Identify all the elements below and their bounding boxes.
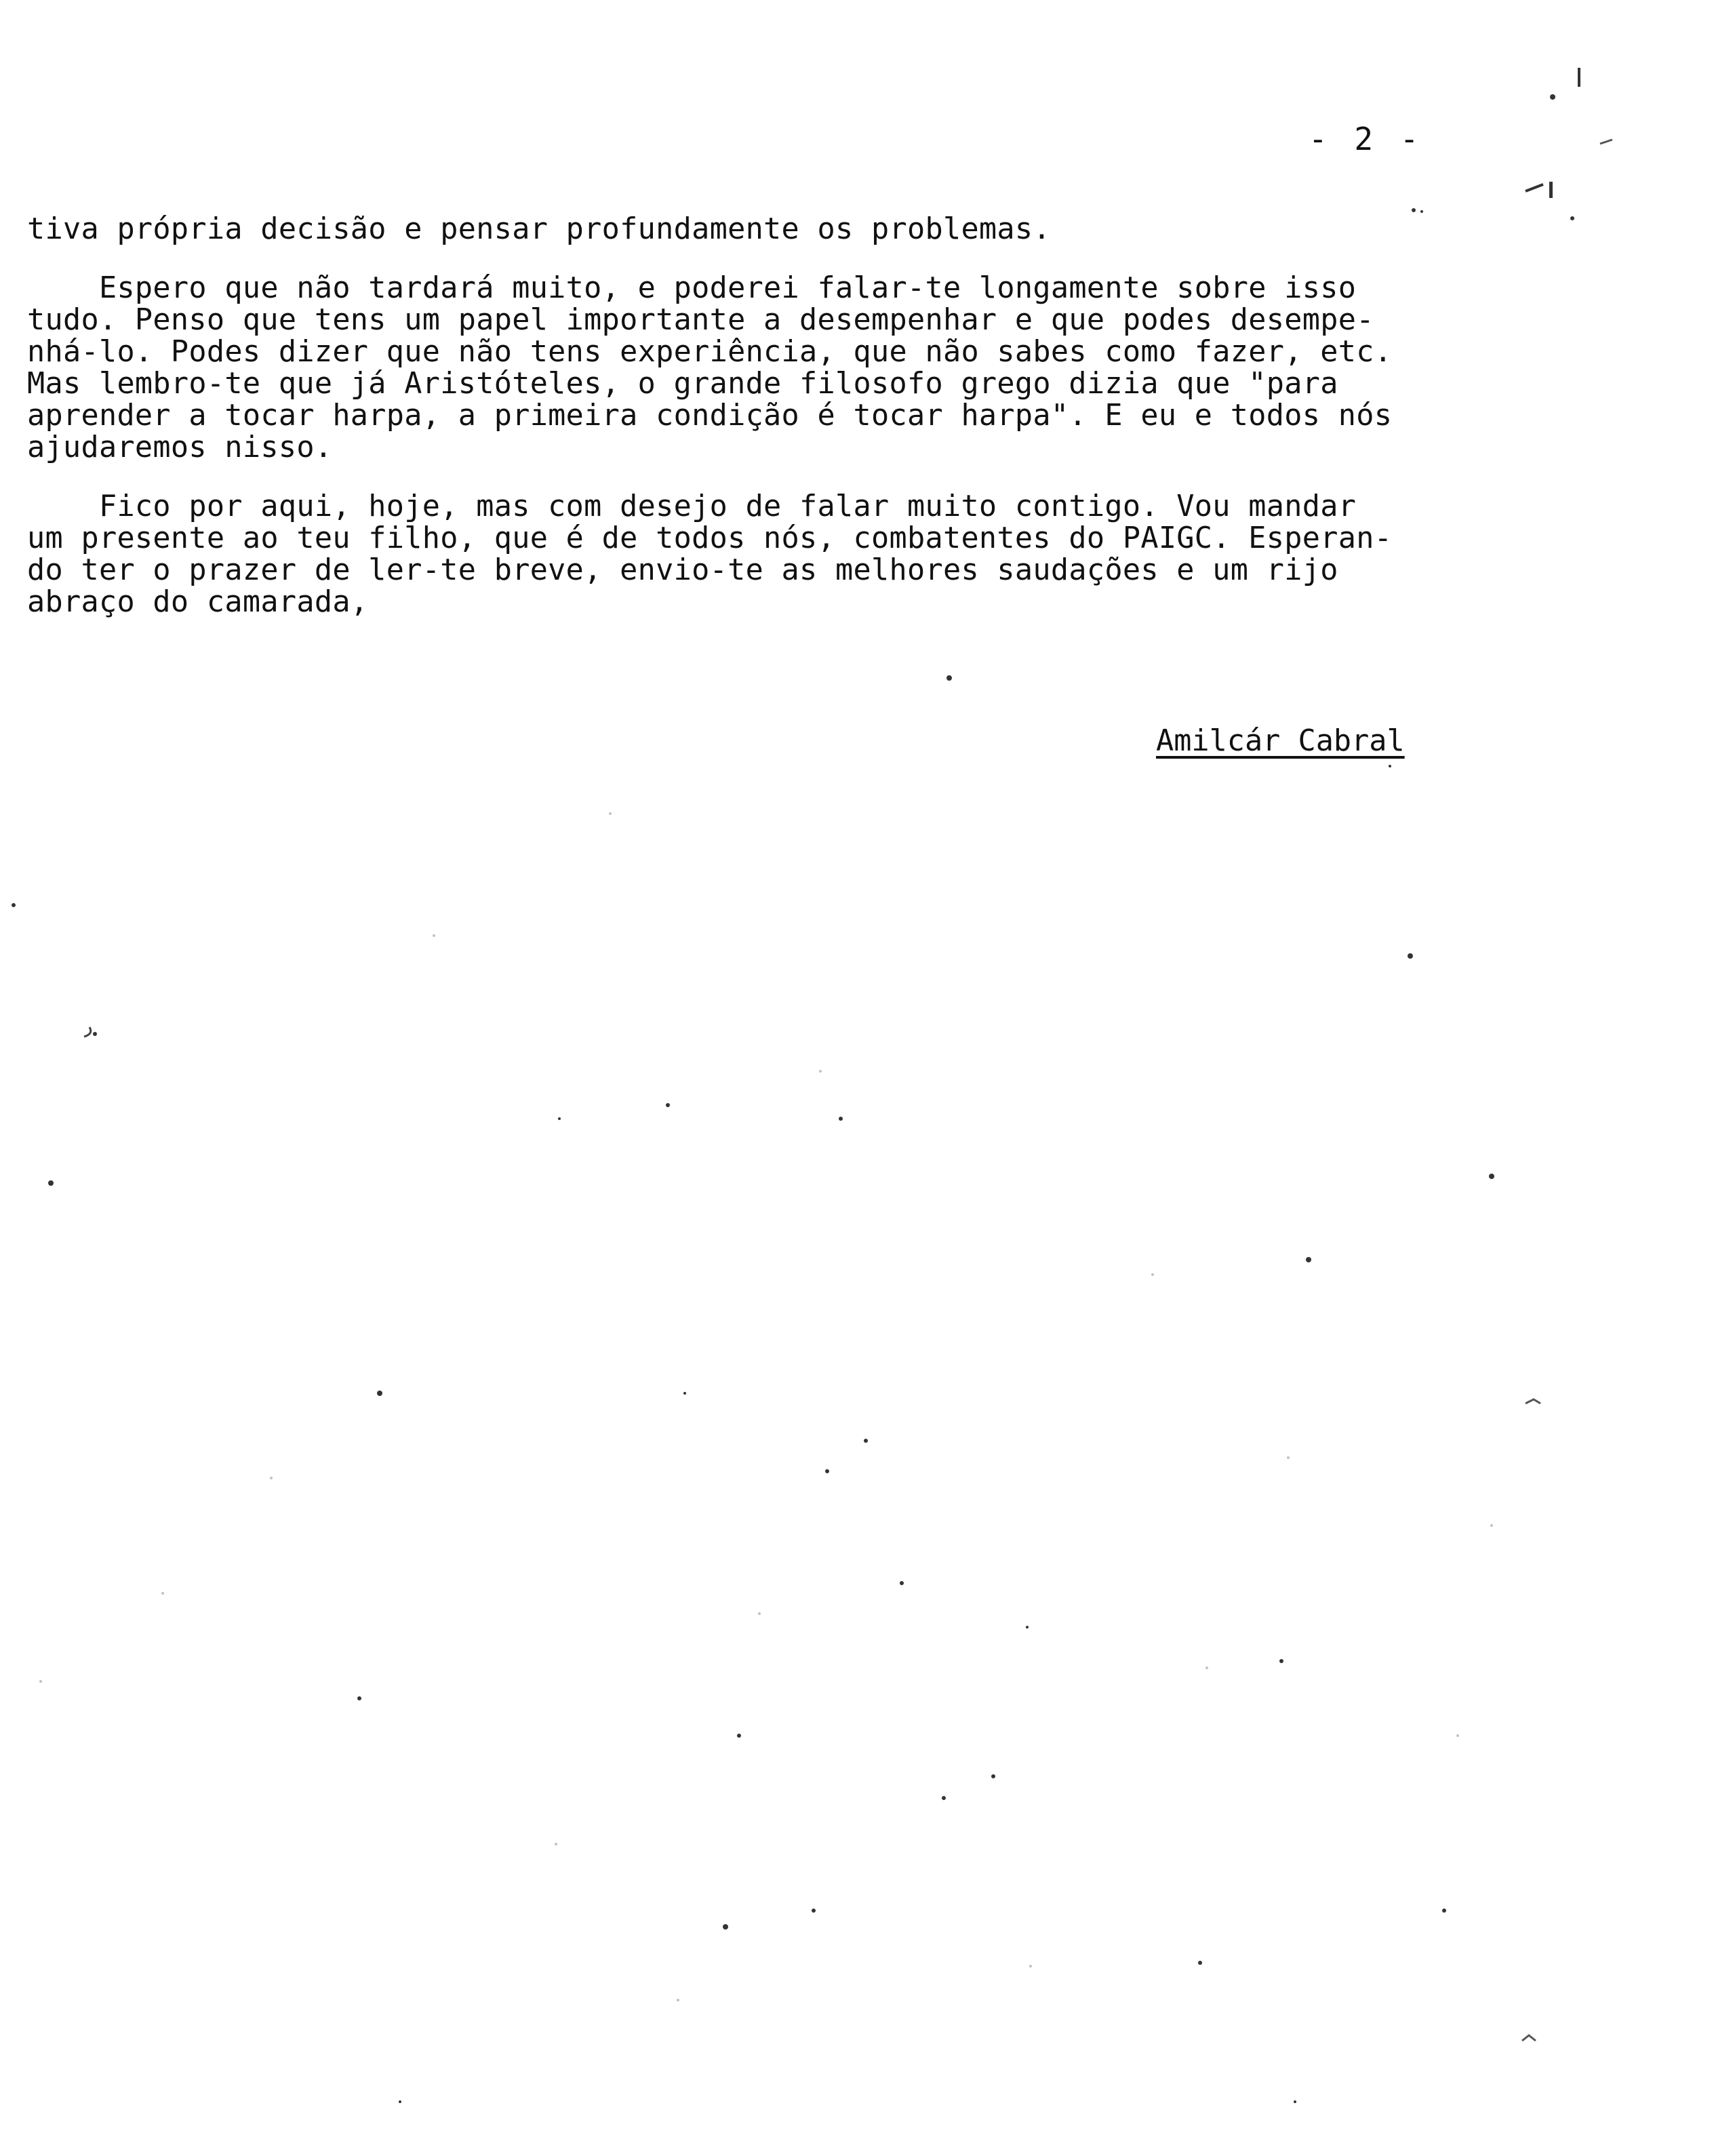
text-line: do ter o prazer de ler-te breve, envio-te as melhores saudações e um rijo — [27, 553, 1338, 587]
text-line: Mas lembro-te que já Aristóteles, o grande filosofo grego dizia que "para — [27, 367, 1338, 401]
text-line: aprender a tocar harpa, a primeira condição é tocar harpa". E eu e todos nós — [27, 399, 1393, 433]
text-line: tudo. Penso que tens um papel importante a desempenhar e que podes desempe- — [27, 303, 1374, 337]
paragraph-3 — [27, 491, 1573, 618]
text-line: um presente ao teu filho, que é de todos nós, combatentes do PAIGC. Esperan- — [27, 521, 1393, 555]
paragraph-1 — [27, 214, 1573, 245]
text-line: Espero que não tardará muito, e poderei falar-te longamente sobre isso — [27, 271, 1357, 305]
text-line: ajudaremos nisso. — [27, 431, 333, 464]
text-line: abraço do camarada, — [27, 585, 369, 619]
letter-body — [27, 214, 1573, 618]
signature: Amilcár Cabral — [1156, 724, 1405, 758]
text-line: nhá-lo. Podes dizer que não tens experiência, que não sabes como fazer, etc. — [27, 335, 1393, 369]
paragraph-2 — [27, 273, 1573, 464]
page-number: - 2 - — [1309, 121, 1423, 157]
text-line: Fico por aqui, hoje, mas com desejo de falar muito contigo. Vou mandar — [27, 490, 1357, 523]
text-line: tiva própria decisão e pensar profundamente os problemas. — [27, 212, 1051, 246]
